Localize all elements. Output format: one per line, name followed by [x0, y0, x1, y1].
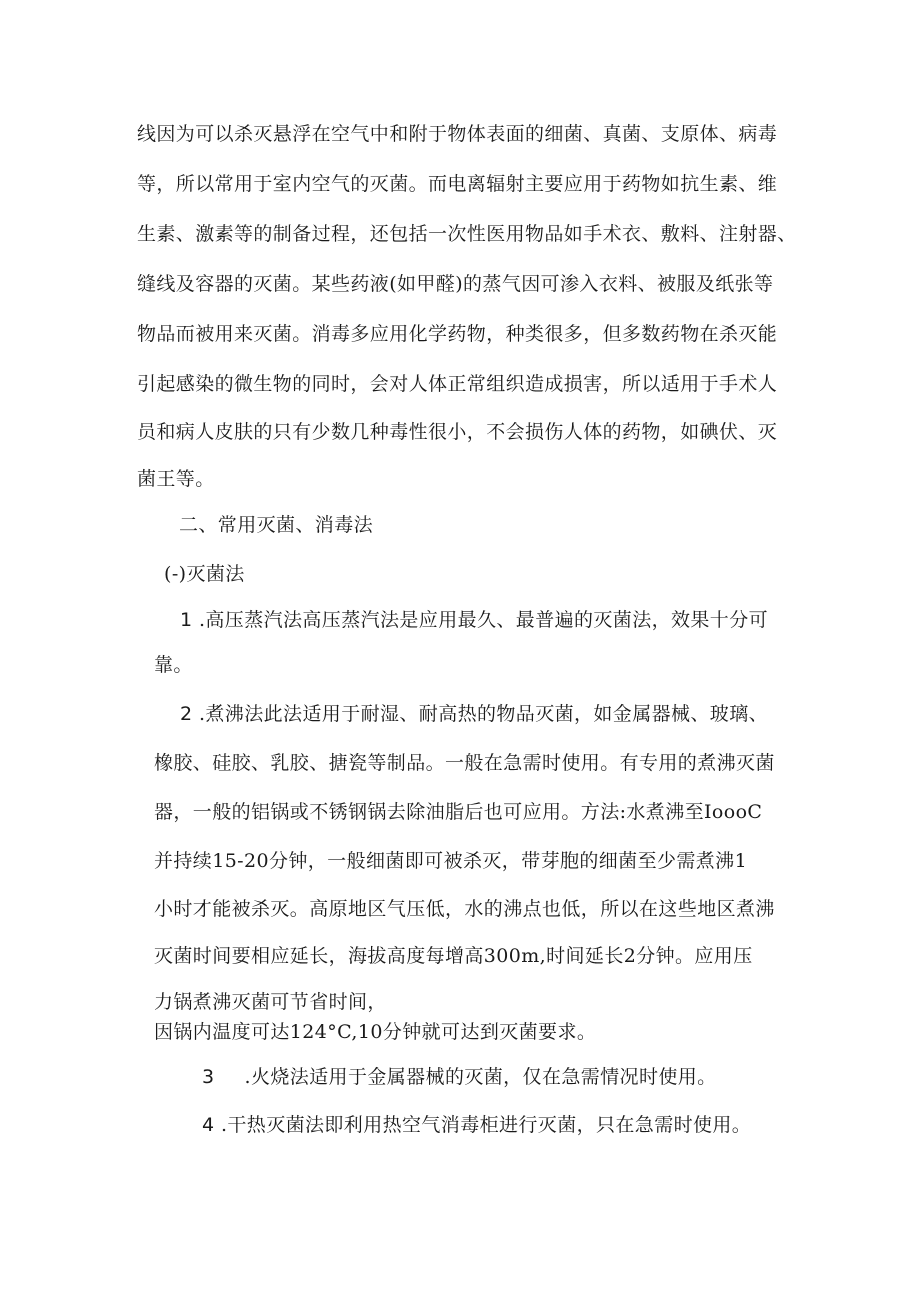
paragraph-1-line-2: 等，所以常用于室内空气的灭菌。而电离辐射主要应用于药物如抗生素、维 [137, 173, 778, 195]
item-2-line-4: 并持续15-20分钟，一般细菌即可被杀灭，带芽胞的细菌至少需煮沸1 [154, 850, 748, 872]
paragraph-1-line-4: 缝线及容器的灭菌。某些药液(如甲醛)的蒸气因可渗入衣料、被服及纸张等 [137, 273, 774, 295]
item-4-number: 4 [202, 1114, 215, 1136]
item-2-line-2: 橡胶、硅胶、乳胶、搪瓷等制品。一般在急需时使用。有专用的煮沸灭菌 [154, 752, 775, 774]
paragraph-1-line-6: 引起感染的微生物的同时，会对人体正常组织造成损害，所以适用于手术人 [137, 373, 778, 395]
item-2-number: 2 [180, 703, 193, 725]
section-heading: 二、常用灭菌、消毒法 [179, 514, 374, 536]
item-3-text: .火烧法适用于金属器械的灭菌，仅在急需情况时使用。 [244, 1066, 717, 1088]
item-3-line [202, 1065, 717, 1089]
paragraph-1-line-5: 物品而被用来灭菌。消毒多应用化学药物，种类很多，但多数药物在杀灭能 [137, 323, 778, 345]
item-2-line-3: 器，一般的铝锅或不锈钢锅去除油脂后也可应用。方法:水煮沸至IoooC [154, 801, 763, 823]
paragraph-1-line-8: 菌王等。 [137, 468, 215, 490]
paragraph-1-line-7: 员和病人皮肤的只有少数几种毒性很小，不会损伤人体的药物，如碘伏、灭 [137, 421, 778, 443]
item-1-line-1 [180, 608, 768, 632]
item-1-number: 1 [180, 609, 193, 631]
item-2-text: .煮沸法此法适用于耐湿、耐高热的物品灭菌，如金属器械、玻璃、 [198, 703, 768, 725]
item-1-line-2: 靠。 [154, 654, 193, 676]
subsection-heading: (-)灭菌法 [164, 563, 245, 585]
item-2-line-6: 灭菌时间要相应延长，海拔高度每增高300m,时间延长2分钟。应用压 [154, 945, 753, 967]
item-2-line-1 [180, 702, 768, 726]
item-2-line-8: 因锅内温度可达124°C,10分钟就可达到灭菌要求。 [154, 1021, 597, 1043]
item-4-line [202, 1113, 751, 1137]
item-2-line-7: 力锅煮沸灭菌可节省时间， [154, 991, 387, 1013]
paragraph-1-line-3: 生素、激素等的制备过程，还包括一次性医用物品如手术衣、敷料、注射器、 [137, 223, 797, 245]
item-2-line-5: 小时才能被杀灭。高原地区气压低，水的沸点也低，所以在这些地区煮沸 [154, 898, 775, 920]
item-1-text: .高压蒸汽法高压蒸汽法是应用最久、最普遍的灭菌法，效果十分可 [198, 609, 768, 631]
paragraph-1-line-1: 线因为可以杀灭悬浮在空气中和附于物体表面的细菌、真菌、支原体、病毒 [137, 123, 778, 145]
item-3-number: 3 [202, 1066, 215, 1088]
item-4-text: .干热灭菌法即利用热空气消毒柜进行灭菌，只在急需时使用。 [220, 1114, 752, 1136]
